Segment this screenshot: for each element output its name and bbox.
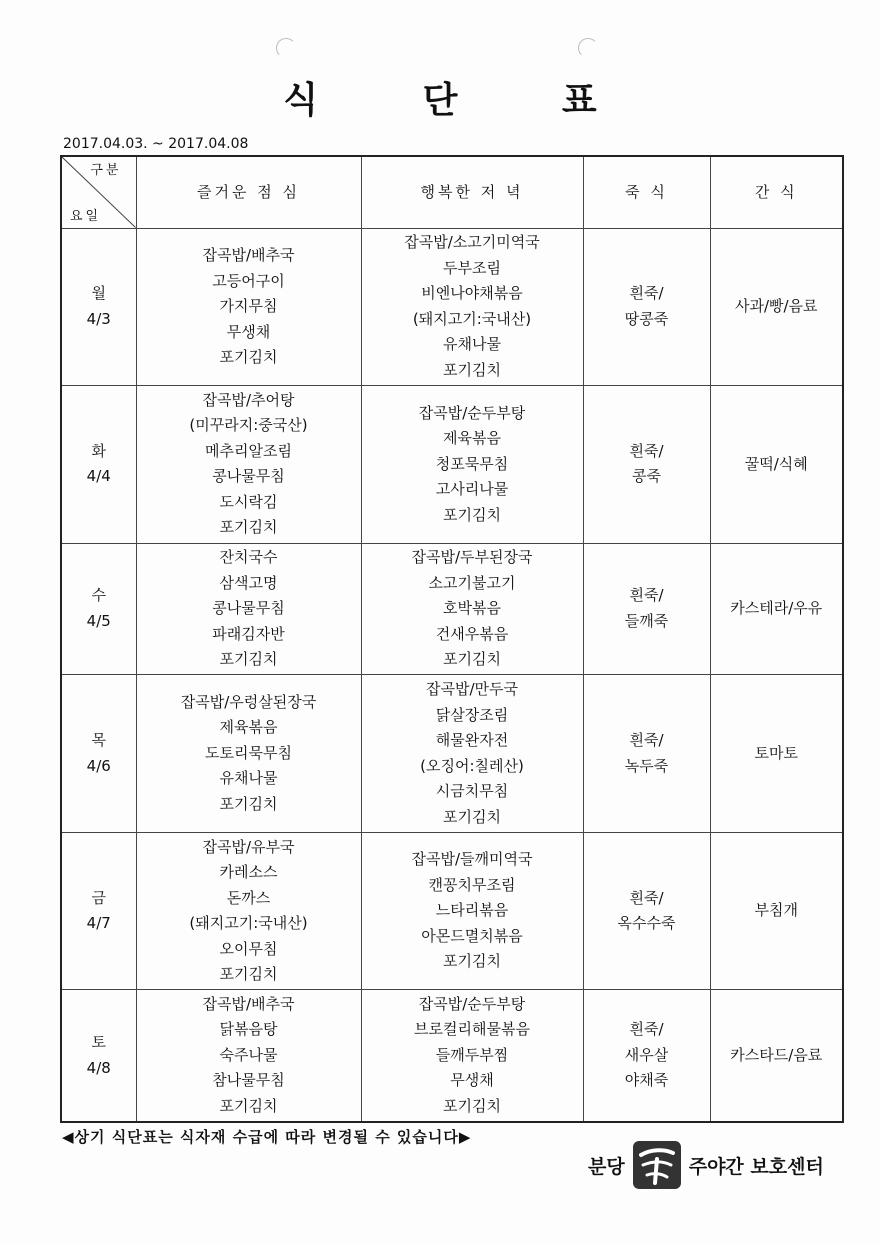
porridge-cell [583, 386, 710, 544]
porridge-cell [583, 990, 710, 1122]
day-date: 4/5 [86, 611, 111, 630]
lunch-item: 오이무침 [219, 939, 278, 958]
day-name: 목 [91, 731, 106, 750]
day-date: 4/8 [86, 1058, 111, 1077]
menu-body [61, 228, 843, 1122]
lunch-item: 포기김치 [219, 348, 278, 367]
dinner-item: 포기김치 [443, 360, 501, 379]
porridge-item: 흰죽/ [629, 284, 664, 303]
day-row [61, 832, 843, 990]
dinner-item: (오징어:칠레산) [420, 756, 524, 775]
lunch-item: 무생채 [226, 322, 271, 341]
lunch-item: 도토리묵무침 [205, 743, 292, 762]
column-header-lunch: 즐거운 점 심 [136, 156, 361, 228]
column-header-porridge: 죽 식 [583, 156, 710, 228]
dinner-item: 호박볶음 [443, 599, 501, 618]
porridge-cell [583, 228, 710, 386]
corner-label-yoil: 요일 [70, 208, 102, 224]
lunch-item: 잡곡밥/추어탕 [202, 390, 295, 409]
column-header-snack: 간 식 [710, 156, 843, 228]
dinner-item: 포기김치 [443, 952, 501, 971]
org-name-right: 주야간 보호센터 [688, 1155, 824, 1178]
lunch-item: 닭볶음탕 [219, 1020, 278, 1039]
dinner-item: 포기김치 [443, 505, 501, 524]
corner-label-gubun: 구분 [90, 163, 122, 178]
dinner-cell [361, 228, 583, 386]
lunch-item: 콩나물무침 [212, 467, 285, 486]
dinner-item: 시금치무침 [435, 782, 509, 801]
header-row [61, 156, 843, 228]
snack-item: 사과/빵/음료 [734, 297, 818, 316]
day-name: 토 [91, 1033, 106, 1052]
snack-cell [710, 832, 843, 990]
lunch-item: 콩나물무침 [212, 599, 285, 618]
snack-cell [710, 675, 843, 833]
lunch-item: 포기김치 [219, 650, 278, 669]
lunch-cell [136, 228, 361, 386]
snack-cell [710, 228, 843, 386]
dinner-item: 고사리나물 [435, 480, 509, 499]
lunch-cell [136, 543, 361, 675]
lunch-cell [136, 990, 361, 1122]
dinner-item: 포기김치 [443, 807, 501, 826]
day-name: 화 [91, 441, 106, 460]
corner-cell [61, 156, 136, 228]
lunch-item: 삼색고명 [219, 573, 278, 592]
lunch-item: (돼지고기:국내산) [189, 914, 308, 933]
lunch-item: 잡곡밥/우렁살된장국 [180, 692, 317, 711]
dinner-item: 소고기불고기 [428, 573, 516, 592]
dinner-item: 들깨두부찜 [435, 1045, 509, 1064]
day-row [61, 228, 843, 386]
porridge-item: 콩죽 [632, 467, 661, 486]
dinner-item: 무생채 [450, 1071, 494, 1090]
footer [588, 1140, 824, 1190]
porridge-item: 흰죽/ [629, 888, 664, 907]
dinner-item: 닭살장조림 [435, 705, 509, 724]
dinner-item: 브로컬리해물볶음 [414, 1020, 530, 1039]
porridge-item: 흰죽/ [629, 1020, 664, 1039]
porridge-item: 녹두죽 [624, 756, 669, 775]
lunch-item: 잡곡밥/유부국 [202, 837, 295, 856]
dinner-item: 잡곡밥/순두부탕 [418, 403, 526, 422]
dinner-item: 유채나물 [443, 335, 501, 354]
dinner-item: 잡곡밥/두부된장국 [411, 548, 533, 567]
dinner-item: 청포묵무침 [435, 454, 509, 473]
org-name-left: 분당 [588, 1155, 625, 1178]
snack-cell [710, 543, 843, 675]
porridge-item: 옥수수죽 [617, 914, 676, 933]
porridge-cell [583, 675, 710, 833]
punch-hole-left [276, 38, 296, 58]
day-row [61, 386, 843, 544]
menu-table [60, 155, 844, 1123]
column-header-dinner: 행복한 저 녁 [361, 156, 583, 228]
porridge-item: 땅콩죽 [624, 309, 669, 328]
notice-text: ◀상기 식단표는 식자재 수급에 따라 변경될 수 있습니다▶ [62, 1128, 472, 1146]
day-cell [61, 832, 136, 990]
dinner-item: 해물완자전 [435, 731, 509, 750]
dinner-cell [361, 990, 583, 1122]
dinner-item: 잡곡밥/만두국 [426, 680, 518, 699]
porridge-item: 들깨죽 [624, 611, 669, 630]
day-date: 4/3 [86, 309, 111, 328]
porridge-cell [583, 543, 710, 675]
page-title: 식 단 표 [283, 80, 643, 121]
lunch-item: 잡곡밥/배추국 [202, 994, 295, 1013]
dinner-item: 두부조림 [443, 258, 501, 277]
day-row [61, 675, 843, 833]
dinner-item: 포기김치 [443, 1096, 501, 1115]
lunch-item: 포기김치 [219, 518, 278, 537]
brush-logo-icon [631, 1139, 683, 1191]
lunch-item: 포기김치 [219, 794, 278, 813]
lunch-item: 돈까스 [226, 888, 271, 907]
dinner-cell [361, 543, 583, 675]
dinner-cell [361, 386, 583, 544]
day-cell [61, 386, 136, 544]
dinner-item: 포기김치 [443, 650, 501, 669]
day-date: 4/6 [86, 756, 111, 775]
lunch-item: 카레소스 [219, 863, 278, 882]
dinner-cell [361, 675, 583, 833]
lunch-item: 유채나물 [219, 769, 278, 788]
lunch-item: 잔치국수 [219, 548, 278, 567]
dinner-item: (돼지고기:국내산) [412, 309, 532, 328]
porridge-item: 흰죽/ [629, 586, 664, 605]
lunch-item: 메추리알조림 [205, 441, 292, 460]
dinner-cell [361, 832, 583, 990]
day-row [61, 543, 843, 675]
day-cell [61, 990, 136, 1122]
lunch-item: (미꾸라지:중국산) [189, 416, 308, 435]
lunch-item: 파래김자반 [212, 624, 285, 643]
porridge-item: 흰죽/ [629, 731, 664, 750]
day-name: 금 [91, 888, 106, 907]
dinner-item: 캔꽁치무조림 [428, 875, 516, 894]
porridge-cell [583, 832, 710, 990]
day-cell [61, 543, 136, 675]
dinner-item: 잡곡밥/들깨미역국 [411, 850, 533, 869]
snack-cell [710, 386, 843, 544]
lunch-item: 고등어구이 [212, 271, 285, 290]
lunch-cell [136, 832, 361, 990]
lunch-item: 포기김치 [219, 1096, 278, 1115]
snack-item: 꿀떡/식혜 [744, 454, 808, 473]
day-name: 월 [91, 284, 106, 303]
snack-item: 부침개 [754, 901, 798, 920]
lunch-item: 포기김치 [219, 965, 278, 984]
menu-period: 2017.04.03. ~ 2017.04.08 [63, 136, 249, 152]
dinner-item: 비엔나야채볶음 [421, 284, 523, 303]
lunch-cell [136, 675, 361, 833]
day-cell [61, 228, 136, 386]
porridge-item: 흰죽/ [629, 441, 664, 460]
snack-item: 카스테라/우유 [730, 599, 823, 618]
day-date: 4/4 [86, 467, 111, 486]
dinner-item: 제육볶음 [443, 429, 501, 448]
day-date: 4/7 [86, 914, 111, 933]
snack-item: 토마토 [754, 743, 798, 762]
punch-hole-right [578, 38, 598, 58]
porridge-item: 야채죽 [624, 1071, 669, 1090]
lunch-item: 참나물무침 [212, 1071, 285, 1090]
snack-item: 카스타드/음료 [730, 1045, 823, 1064]
lunch-item: 가지무침 [219, 297, 278, 316]
dinner-item: 아몬드멸치볶음 [421, 926, 523, 945]
lunch-item: 제육볶음 [219, 718, 278, 737]
lunch-cell [136, 386, 361, 544]
porridge-item: 새우살 [624, 1045, 669, 1064]
lunch-item: 숙주나물 [219, 1045, 278, 1064]
dinner-item: 잡곡밥/순두부탕 [418, 994, 526, 1013]
day-name: 수 [91, 586, 106, 605]
dinner-item: 건새우볶음 [435, 624, 509, 643]
dinner-item: 느타리볶음 [435, 901, 509, 920]
dinner-item: 잡곡밥/소고기미역국 [404, 233, 540, 252]
day-cell [61, 675, 136, 833]
lunch-item: 잡곡밥/배추국 [202, 246, 295, 265]
snack-cell [710, 990, 843, 1122]
day-row [61, 990, 843, 1122]
lunch-item: 도시락김 [219, 492, 278, 511]
